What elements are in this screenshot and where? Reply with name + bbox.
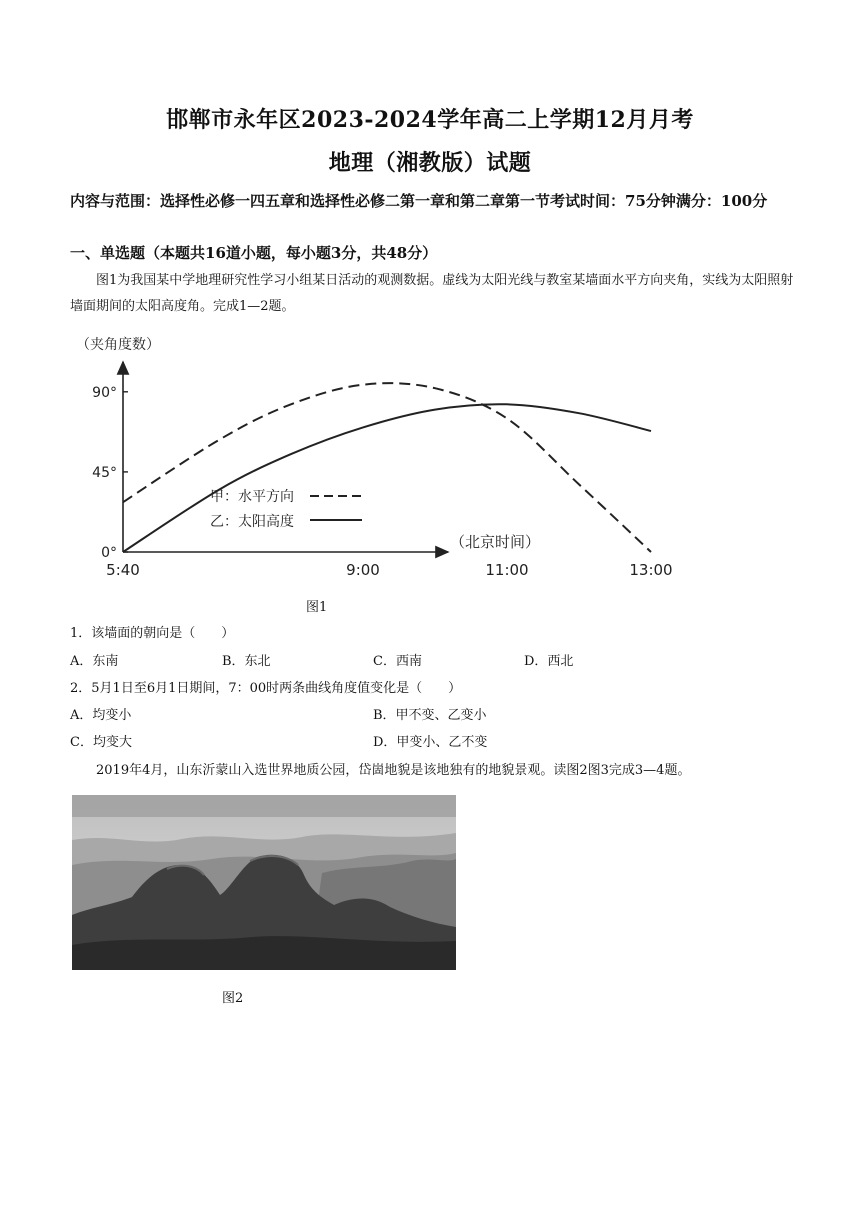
intro-paragraph-2: 2019年4月，山东沂蒙山入选世界地质公园，岱崮地貌是该地独有的地貌景观。读图2图3完成3—4题。 bbox=[96, 763, 691, 778]
figure-2-caption: 图2 bbox=[222, 991, 244, 1006]
figure-1-caption: 图1 bbox=[306, 600, 328, 615]
exam-title: 邯郸市永年区2023-2024学年高二上学期12月月考 bbox=[166, 107, 694, 133]
series-line-yi bbox=[123, 404, 651, 552]
question-2-option-b: B．甲不变、乙变小 bbox=[373, 708, 487, 723]
question-1-stem: 1．该墙面的朝向是（ ） bbox=[70, 626, 235, 641]
y-tick-label: 45° bbox=[92, 464, 117, 481]
intro-paragraph-1: 图1为我国某中学地理研究性学习小组某日活动的观测数据。虚线为太阳光线与教室某墙面水平方向夹角，实线为太阳照射墙面期间的太阳高度角。完成1—2题。 bbox=[70, 273, 794, 314]
exam-scope: 内容与范围：选择性必修一四五章和选择性必修二第一章和第二章第一节考试时间：75分钟满分：100分 bbox=[70, 192, 768, 210]
x-axis-label: （北京时间） bbox=[450, 533, 541, 551]
x-ticks bbox=[106, 561, 672, 579]
question-1-option-d: D．西北 bbox=[524, 654, 574, 669]
series-line-jia bbox=[123, 383, 651, 552]
question-1-option-b: B．东北 bbox=[222, 654, 271, 669]
y-axis-label: （夹角度数） bbox=[76, 337, 160, 353]
section-heading: 一、单选题（本题共16道小题，每小题3分，共48分） bbox=[70, 244, 438, 262]
x-tick-label: 9:00 bbox=[346, 561, 380, 579]
legend bbox=[210, 488, 362, 530]
question-2-option-a: A．均变小 bbox=[70, 708, 132, 723]
y-tick-label: 0° bbox=[101, 545, 117, 561]
x-tick-label: 5:40 bbox=[106, 561, 140, 579]
x-tick-label: 13:00 bbox=[629, 561, 673, 579]
figure-1-chart bbox=[70, 330, 673, 580]
question-1-option-c: C．西南 bbox=[373, 654, 422, 669]
y-tick-label: 90° bbox=[92, 384, 117, 401]
question-2-option-d: D．甲变小、乙不变 bbox=[373, 735, 488, 750]
exam-subtitle: 地理（湘教版）试题 bbox=[328, 150, 532, 176]
legend-label-jia: 甲：水平方向 bbox=[210, 489, 294, 505]
figure-2-landscape-photo bbox=[72, 795, 456, 970]
question-2-option-c: C．均变大 bbox=[70, 735, 132, 750]
question-2-stem: 2．5月1日至6月1日期间，7：00时两条曲线角度值变化是（ ） bbox=[70, 681, 462, 696]
question-1-option-a: A．东南 bbox=[70, 654, 119, 669]
legend-label-yi: 乙：太阳高度 bbox=[210, 514, 294, 530]
x-tick-label: 11:00 bbox=[485, 561, 529, 579]
